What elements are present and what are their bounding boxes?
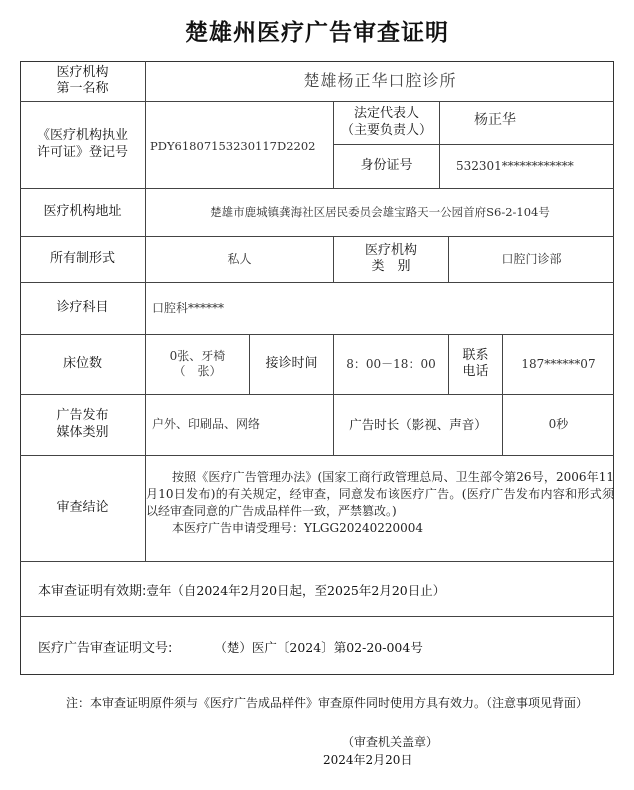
document-number-value: （楚）医广〔2024〕第02-20-004号 bbox=[214, 640, 423, 655]
document-title: 楚雄州医疗广告审查证明 bbox=[185, 20, 449, 46]
label-media: 广告发布 媒体类别 bbox=[56, 408, 109, 440]
address-value: 楚雄市鹿城镇龚海社区居民委员会雄宝路天一公园首府S6-2-104号 bbox=[210, 204, 550, 219]
label-id-no: 身份证号 bbox=[360, 157, 413, 173]
license-value: PDY61807153230117D2202 bbox=[150, 139, 316, 153]
label-phone: 联系 电话 bbox=[462, 347, 489, 379]
accept-number-prefix: 本医疗广告申请受理号： bbox=[172, 521, 305, 535]
accept-number: YLGG20240220004 bbox=[304, 521, 424, 535]
label-duration: 广告时长（影视、声音） bbox=[349, 416, 487, 432]
label-address: 医疗机构地址 bbox=[43, 203, 122, 219]
duration-value: 0秒 bbox=[548, 417, 569, 431]
institution-type-value: 口腔门诊部 bbox=[501, 251, 562, 266]
id-no-value: 532301************ bbox=[456, 158, 574, 173]
seal-caption: （审查机关盖章） bbox=[342, 735, 439, 749]
label-institution-type: 医疗机构 类 别 bbox=[364, 242, 417, 274]
institution-name-value: 楚雄杨正华口腔诊所 bbox=[303, 71, 457, 90]
label-institution-name: 医疗机构 第一名称 bbox=[56, 64, 109, 96]
label-license: 《医疗机构执业 许可证》登记号 bbox=[36, 128, 128, 160]
label-beds: 床位数 bbox=[62, 355, 102, 371]
validity-line bbox=[38, 580, 445, 599]
media-value: 户外、印刷品、网络 bbox=[152, 417, 261, 431]
ownership-value: 私人 bbox=[227, 251, 252, 266]
label-legal-rep: 法定代表人 （主要负责人） bbox=[340, 106, 432, 138]
beds-value: 0张、牙椅 （ 张） bbox=[169, 349, 226, 378]
legal-rep-value: 杨正华 bbox=[474, 112, 516, 128]
document-number-label: 医疗广告审查证明文号: bbox=[38, 641, 173, 656]
accept-number-line bbox=[146, 520, 614, 537]
label-departments: 诊疗科目 bbox=[56, 299, 109, 315]
validity-value: 壹年（自2024年2月20日起，至2025年2月20日止） bbox=[146, 583, 446, 598]
footer-note: 注：本审查证明原件须与《医疗广告成品样件》审查原件同时使用方具有效力。（注意事项见背面） bbox=[66, 696, 589, 710]
issue-date: 2024年2月20日 bbox=[323, 753, 413, 767]
validity-label: 本审查证明有效期: bbox=[38, 584, 147, 599]
label-conclusion: 审查结论 bbox=[56, 499, 109, 515]
conclusion-paragraph: 按照《医疗广告管理办法》(国家工商行政管理总局、卫生部令第26号，2006年11月10日发布)的有关规定，经审查，同意发布该医疗广告。(医疗广告发布内容和形式须以经审查同意的广告成品样件一致，严禁篡改。) bbox=[146, 470, 614, 518]
label-hours: 接诊时间 bbox=[265, 355, 318, 371]
conclusion-text bbox=[146, 469, 614, 537]
departments-value: 口腔科****** bbox=[152, 300, 225, 315]
document-number-line bbox=[38, 637, 423, 656]
hours-value: 8：00－18：00 bbox=[346, 356, 436, 371]
phone-value: 187******07 bbox=[521, 356, 596, 371]
rule bbox=[20, 616, 614, 617]
rule bbox=[20, 561, 614, 562]
label-ownership: 所有制形式 bbox=[49, 250, 115, 266]
